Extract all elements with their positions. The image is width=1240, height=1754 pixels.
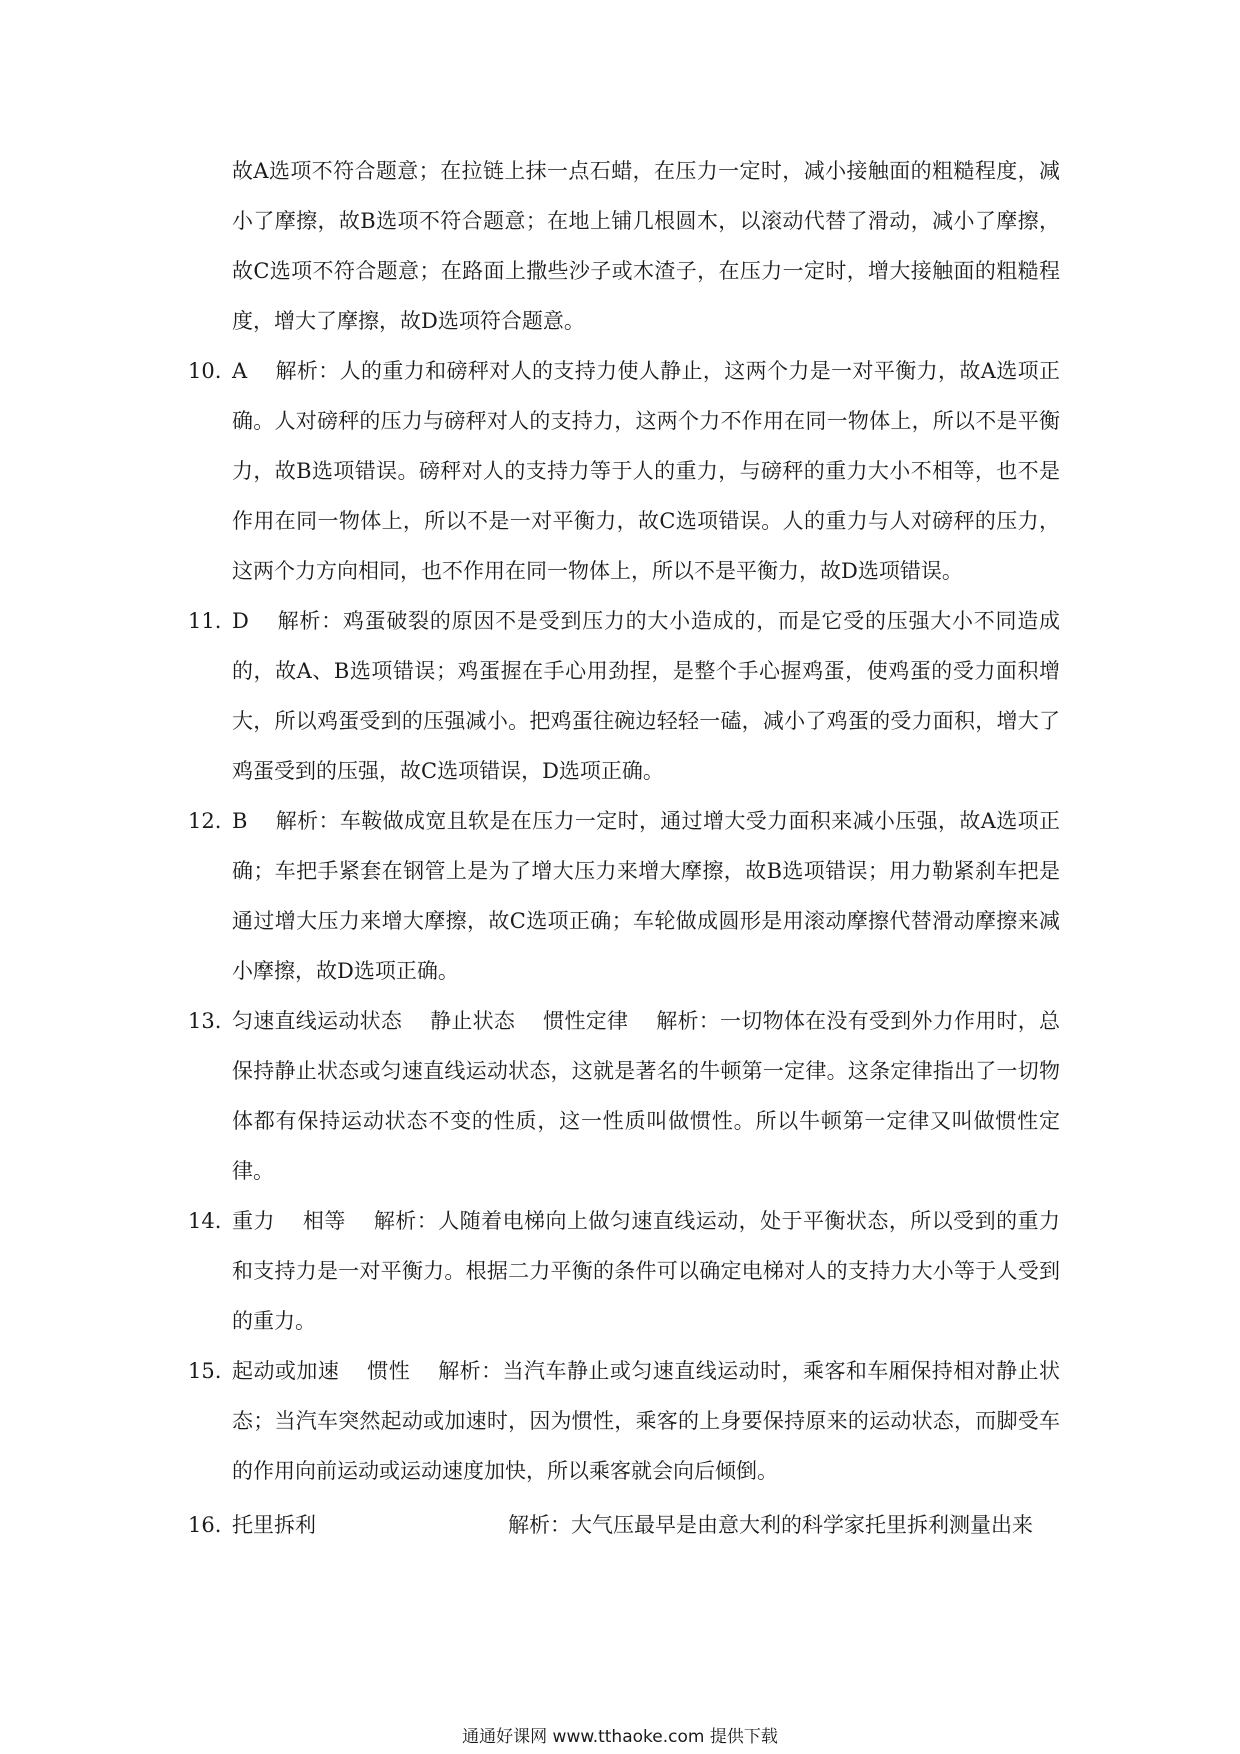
item-answer: 惯性 (367, 1359, 411, 1383)
item-explanation: 解析：鸡蛋破裂的原因不是受到压力的大小造成的，而是它受的压强大小不同造成的，故A、B选项错误；鸡蛋握在手心用劲捏，是整个手心握鸡蛋，使鸡蛋的受力面积增大，所以鸡蛋受到的压强减小。把鸡蛋往碗边轻轻一磕，减小了鸡蛋的受力面积，增大了鸡蛋受到的压强，故C选项错误，D选项正确。 (232, 609, 1060, 783)
item-number: 10. (188, 359, 222, 383)
item-explanation: 解析：一切物体在没有受到外力作用时，总保持静止状态或匀速直线运动状态，这就是著名的牛顿第一定律。这条定律指出了一切物体都有保持运动状态不变的性质，这一性质叫做惯性。所以牛顿第一定律又叫做惯性定律。 (232, 1009, 1061, 1183)
answer-item-10 (188, 346, 1060, 596)
item-number: 15. (188, 1359, 222, 1383)
item-answer: 托里拆利 (232, 1513, 316, 1537)
item-answer: D (232, 609, 249, 633)
item-explanation: 解析：大气压最早是由意大利的科学家托里拆利测量出来 (508, 1513, 1033, 1537)
item-answer: 重力 (232, 1209, 275, 1233)
item-explanation: 解析：当汽车静止或匀速直线运动时，乘客和车厢保持相对静止状态；当汽车突然起动或加速时，因为惯性，乘客的上身要保持原来的运动状态，而脚受车的作用向前运动或运动速度加快，所以乘客就会向后倾倒。 (232, 1359, 1061, 1483)
item-number: 14. (188, 1209, 222, 1233)
item-number: 13. (188, 1009, 222, 1033)
answer-item-14 (188, 1196, 1060, 1346)
item-answer: 惯性定律 (543, 1009, 629, 1033)
item-number: 12. (188, 809, 222, 833)
item-answer: 相等 (302, 1209, 346, 1233)
answer-item-13 (188, 996, 1060, 1196)
answer-item-12 (188, 796, 1060, 996)
answer-item-11 (188, 596, 1060, 796)
page-footer: 通通好课网 www.tthaoke.com 提供下载 (462, 1727, 778, 1747)
item-number: 11. (188, 609, 222, 633)
intro-paragraph: 故A选项不符合题意；在拉链上抹一点石蜡，在压力一定时，减小接触面的粗糙程度，减小了摩擦，故B选项不符合题意；在地上铺几根圆木，以滚动代替了滑动，减小了摩擦，故C选项不符合题意；在路面上撒些沙子或木渣子，在压力一定时，增大接触面的粗糙程度，增大了摩擦，故D选项符合题意。 (232, 159, 1060, 333)
item-answer: A (232, 359, 248, 383)
item-answer: 静止状态 (430, 1009, 516, 1033)
answer-item-16 (188, 1500, 1060, 1550)
item-explanation: 解析：人的重力和磅秤对人的支持力使人静止，这两个力是一对平衡力，故A选项正确。人对磅秤的压力与磅秤对人的支持力，这两个力不作用在同一物体上，所以不是平衡力，故B选项错误。磅秤对人的支持力等于人的重力，与磅秤的重力大小不相等，也不是作用在同一物体上，所以不是一对平衡力，故C选项错误。人的重力与人对磅秤的压力，这两个力方向相同，也不作用在同一物体上，所以不是平衡力，故D选项错误。 (232, 359, 1060, 583)
item-answer: 匀速直线运动状态 (232, 1009, 403, 1033)
item-answer: B (232, 809, 248, 833)
item-explanation: 解析：车鞍做成宽且软是在压力一定时，通过增大受力面积来减小压强，故A选项正确；车把手紧套在钢管上是为了增大压力来增大摩擦，故B选项错误；用力勒紧刹车把是通过增大压力来增大摩擦，故C选项正确；车轮做成圆形是用滚动摩擦代替滑动摩擦来减小摩擦，故D选项正确。 (232, 809, 1060, 983)
item-number: 16. (188, 1513, 222, 1537)
answer-item-15 (188, 1346, 1060, 1496)
item-explanation: 解析：人随着电梯向上做匀速直线运动，处于平衡状态，所以受到的重力和支持力是一对平衡力。根据二力平衡的条件可以确定电梯对人的支持力大小等于人受到的重力。 (232, 1209, 1061, 1333)
item-answer: 起动或加速 (232, 1359, 340, 1383)
